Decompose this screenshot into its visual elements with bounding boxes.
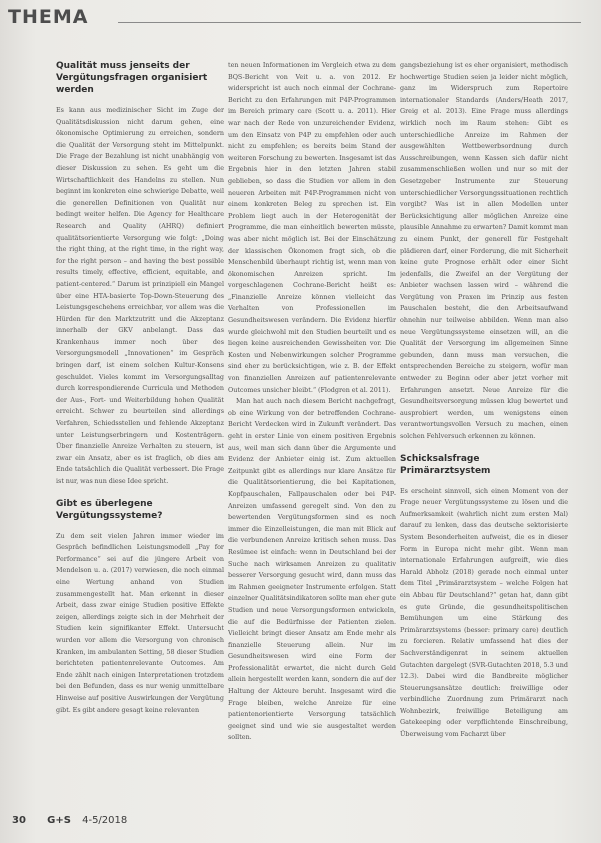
section-label: THEMA (8, 6, 89, 28)
page-footer (12, 815, 127, 826)
journal-brand: G+S (47, 815, 71, 826)
paragraph: Man hat auch nach diesem Bericht nachgefragt, ob eine Wirkung von der betreffenden Cochrane-Bericht Verdecken wird in Zukunft verändert. Das geht in erster Linie von einem positiven Ergebnis aus, weil man sich dann über die Argumente und Evidenz der Anbieter einig ist. Zum aktuellen Zeitpunkt gibt es allerdings nur klare Ansätze für die Qualitätsorientierung, die bei Kapitationen, Kopfpauschalen, Fallpauschalen oder bei P4P-Anreizen umfassend geregelt sind. Von den zu bewertenden Vergütungsformen sind es noch immer die Einzelleistungen, die man mit Blick auf die verbundenen Anreize kritisch sehen muss. Das Resümee ist einfach: wenn in Deutschland bei der Suche nach wirksamen Anreizen zu qualitativ besserer Versorgung gesucht wird, dann muss das im Rahmen geeigneter Instrumente erfolgen. Statt einzelner Qualitätsindikatoren sollte man eher gute Studien und neue Versorgungsformen entwickeln, die auf die Bedürfnisse der Patienten zielen. Vielleicht bringt dieser Ansatz am Ende mehr als finanzielle Steuerung allein. Nur im Gesundheitswesen wird eine Form der Professionalität erwartet, die nicht durch Geld allein hergestellt werden kann, sondern die auf der Haltung der Akteure beruht. Insgesamt wird die Frage bleiben, welche Anreize für eine patientenorientierte Versorgung tatsächlich geeignet sind und wie sie ausgestaltet werden sollten. (228, 397, 396, 742)
paragraph: gangsbeziehung ist es eher organisiert, methodisch hochwertige Studien seien ja leider nicht möglich, ganz im Widerspruch zum Repertoire internationaler Standards (Anders/Heath 2017, Greig et al. 2013). Eine Frage muss allerdings wirklich noch im Raum stehen: Gibt es unterschiedliche Anreize im Rahmen der ausgewählten Wettbewerbsordnung durch Ausschreibungen, wenn Kassen sich dafür nicht zusammenschließen wollen und nur so mit der Gesetzgeber Instrumente zur Steuerung unterschiedlicher Versorgungssituationen rechtlich vorgibt? Was ist in allen Modellen unter Berücksichtigung aller möglichen Anreize eine plausible Annahme zu erwarten? Damit kommt man zu einem Punkt, der generell für Festgehalt plädieren darf, einer Forderung, die mit Sicherheit keine gute Prognose erhält oder einer Sicht jedenfalls, die Zweifel an der Vergütung der Anbieter wachsen lassen wird – während die Vergütung von Praxen im Prinzip aus festen Pauschalen besteht, die den Arbeitsaufwand ohnehin nur teilweise abbilden. Wenn man also neue Vergütungssysteme einsetzen will, an die Qualität der Versorgung im allgemeinen Sinne gebunden, dann muss man versuchen, die entsprechenden Bereiche zu steigern, wofür man entweder zu Beginn oder aber jetzt vorher mit Erfahrungen ansetzt. Neue Anreize für die Gesundheitsversorgung müssen klug bewertet und ausprobiert werden, um wenigstens einen verantwortungsvollen Versuch zu machen, einen solchen Fehlversuch erkennen zu können. (400, 61, 568, 440)
paragraph: ten neuen Informationen im Vergleich etwa zu dem BQS-Bericht von Veit u. a. von 2012. Er widerspricht ist auch noch einmal der Cochrane-Bericht zu den Erfahrungen mit P4P-Programmen im Bereich primary care (Scott u. a. 2011). Hier war nach der Rede von unzureichender Evidenz, um den Einsatz von P4P zu empfehlen oder auch nicht zu empfehlen; es bereits beim Stand der weiteren Forschung zu bewerten. Insgesamt ist das Ergebnis hier in den letzten Jahren stabil geblieben, so dass die Studien vor allem in den neueren Arbeiten mit P4P-Programmen nicht von einem konkreten Beleg zu sprechen ist. Ein Problem liegt auch in der Heterogenität der Programme, die man einheitlich bewerten müsste, was aber nicht möglich ist. Bei der Einschätzung der klassischen Ökonomen fragt sich, ob die Menschenbild überhaupt richtig ist, wenn man von ökonomischen Anreizen spricht. Im vorgeschlagenen Cochrane-Bericht heißt es: „Finanzielle Anreize können vielleicht das Verhalten von Professionellen im Gesundheitswesen verändern. Die Evidenz hierfür wurde gleichwohl mit den Studien beurteilt und es liegen keine ausreichenden Gewissheiten vor. Die Kosten und Nebenwirkungen solcher Programme sind eher zu berücksichtigen, wie z. B. der Effekt von finanziellen Anreizen auf patientenrelevante Outcomes unsicher bleibt.“ (Flodgren et al. 2011). (228, 61, 396, 394)
paragraph: Es erscheint sinnvoll, sich einen Moment von der Frage neuer Vergütungssysteme zu lösen und die Aufmerksamkeit (wahrlich nicht zum ersten Mal) darauf zu lenken, dass das deutsche sektorisierte System Besonderheiten aufweist, die es in dieser Form in Europa nicht mehr gibt. Wenn man internationale Erfahrungen aufgreift, wie dies Harald Abholz (2018) gerade noch einmal unter dem Titel „Primärarztsystem – welche Folgen hat ein Abbau für Deutschland?“ getan hat, dann gibt es gute Gründe, die gesundheitspolitischen Bemühungen um eine Stärkung des Primärarztsystems (besser: primary care) deutlich zu forcieren. Relativ umfassend hat dies der Sachverständigenrat in seinem aktuellen Gutachten dargelegt (SVR-Gutachten 2018, 5.3 und 12.3). Dabei wird die Bandbreite möglicher Steuerungsansätze deutlich: freiwillige oder verbindliche Zuordnung zum Primärarzt nach Wohnbezirk, freiwillige Beteiligung am Gatekeeping oder verpflichtende Einschreibung, Überweisung vom Facharzt über (400, 486, 568, 739)
heading-superior-systems: Gibt es überlegene Vergütungssysteme? (56, 498, 163, 521)
paragraph: Es kann aus medizinischer Sicht im Zuge der Qualitätsdiskussion nicht darum gehen, eine ökonomische Optimierung zu erreichen, sondern die Qualität der Versorgung steht im Mittelpunkt. Die Frage der Bezahlung ist nicht unabhängig von dieser Diskussion zu sehen. Es geht um die Wirtschaftlichkeit des Handelns zu stellen. Nun beginnt im konkreten eine schwierige Debatte, weil die generellen Definitionen von Qualität nur bedingt weiter helfen. Die Agency for Healthcare Research and Quality (AHRQ) definiert qualitätsorientierte Versorgung wie folgt: „Doing the right thing, at the right time, in the right way, for the right person – and having the best possible results timely, effective, efficient, equitable, and patient-centered.“ Darum ist prinzipiell ein Mangel über eine HTA-basierte Top-Down-Steuerung des Leistungsgeschehens erreichbar, vor allem was die Hürden für den Marktzutritt und die Akzeptanz innerhalb der GKV anbelangt. Dass das Krankenhaus immer noch über des Versorgungsmodell „Innovationen“ im Gespräch bringen darf, ist einem solchen Kultur-Konsens geschuldet. Vieles kommt im Versorgungsalltag durch korrespondierende Curricula und Methoden der Aus-, Fort- und Weiterbildung hohen Qualität erreicht. Schwer zu beurteilen sind allerdings Verfahren, Schiedsstellen und fehlende Akzeptanz unter Leistungserbringern und Kostenträgern. Über finanzielle Anreize Verhalten zu steuern, ist zwar ein Ansatz, aber es ist fraglich, ob dies am Ende tatsächlich die Qualität verbessert. Die Frage ist nur, was nun diese Idee spricht. (56, 106, 224, 485)
column-left (56, 60, 224, 820)
heading-quality: Qualität muss jenseits der Vergütungsfragen organisiert werden (56, 61, 208, 95)
column-right (400, 60, 568, 820)
column-middle (228, 60, 396, 820)
heading-primary-care: Schicksalsfrage Primärarztsystem (400, 453, 491, 476)
header-rule (118, 22, 581, 23)
issue-label: 4-5/2018 (82, 815, 128, 826)
paragraph: Zu dem seit vielen Jahren immer wieder im Gespräch befindlichen Leistungsmodell „Pay for Performance“ sei auf die jüngere Arbeit von Mendelson u. a. (2017) verwiesen, die noch einmal eine Wertung anhand von Studien zusammengestellt hat. Man erkennt in dieser Arbeit, dass zwar einige Studien positive Effekte zeigen, allerdings zeigte sich in der Mehrheit der Studien kein signifikanter Effekt. Untersucht wurden vor allem die Versorgung von chronisch Kranken, im ambulanten Setting, 58 dieser Studien berichteten patientenrelevante Outcomes. Am Ende zählt nach einigen Interpretationen trotzdem bei den Befunden, dass es nur wenig unmittelbare Hinweise auf positive Auswirkungen der Vergütung gibt. Es gibt andere gesagt keine relevanten (56, 531, 224, 714)
page-header (0, 0, 601, 36)
page-number: 30 (12, 815, 26, 826)
